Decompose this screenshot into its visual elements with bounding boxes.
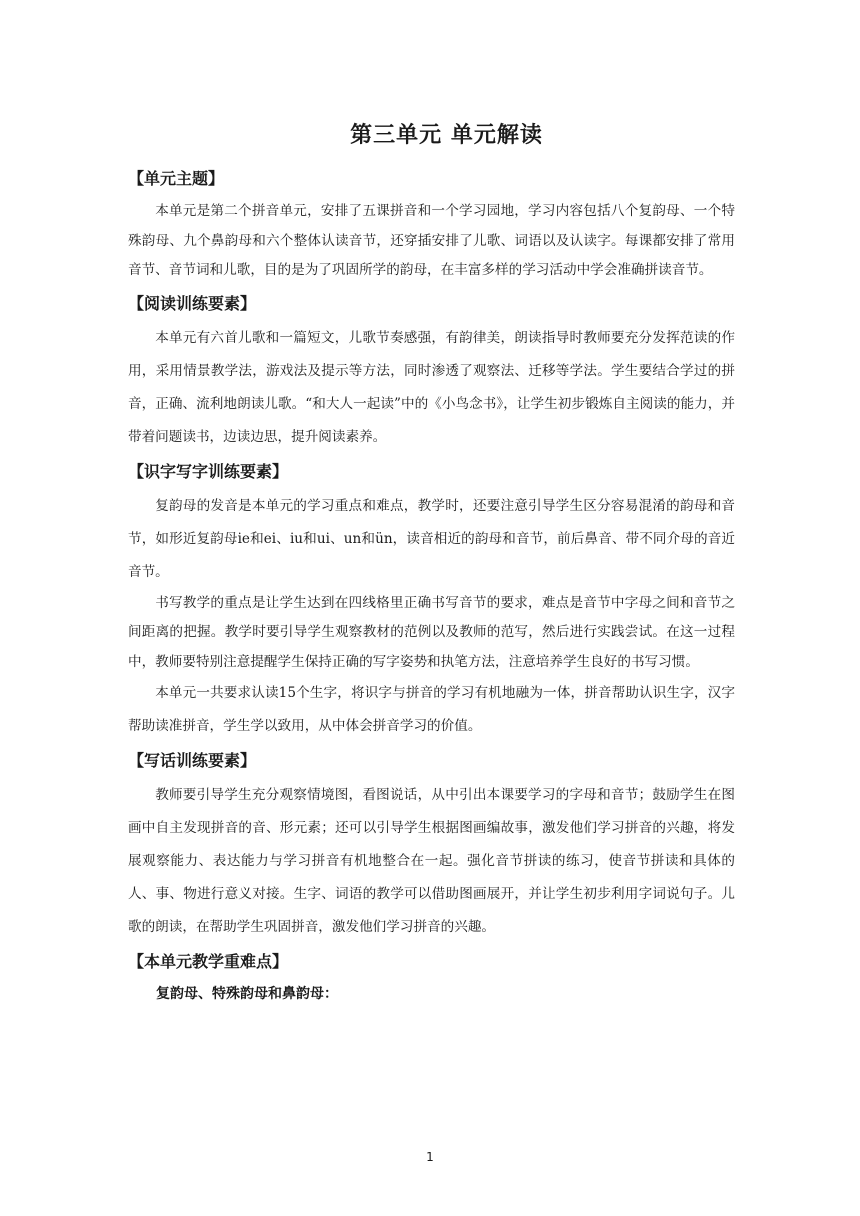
page-number: 1 (426, 1150, 434, 1164)
section-heading: 【写话训练要素】 (128, 751, 257, 770)
paragraph: 教师要引导学生充分观察情境图，看图说话，从中引出本课要学习的字母和音节；鼓励学生在图画中自主发现拼音的音、形元素；还可以引导学生根据图画编故事，激发他们学习拼音的兴趣，将发展观察能力、表达能力与学习拼音有机地整合在一起。强化音节拼读的练习，使音节拼读和具体的人、事、物进行意义对接。生字、词语的教学可以借助图画展开，并让学生初步利用字词说句子。儿歌的朗读，在帮助学生巩固拼音，激发他们学习拼音的兴趣。 (128, 787, 735, 935)
section-literacy (128, 460, 735, 744)
section-heading: 【阅读训练要素】 (128, 293, 257, 313)
section-reading (128, 292, 735, 454)
section-theme (128, 167, 735, 286)
paragraph: 书写教学的重点是让学生达到在四线格里正确书写音节的要求，难点是音节中字母之间和音节之间距离的把握。教学时要引导学生观察教材的范例以及教师的范写，然后进行实践尝试。在这一过程中，教师要特别注意提醒学生保持正确的写字姿势和执笔方法，注意培养学生良好的书写习惯。 (128, 594, 735, 670)
paragraph: 本单元一共要求认读15个生字，将识字与拼音的学习有机地融为一体，拼音帮助认识生字，汉字帮助读准拼音，学生学以致用，从中体会拼音学习的价值。 (128, 685, 735, 734)
document-title: 第三单元 单元解读 (350, 123, 543, 148)
paragraph: 本单元是第二个拼音单元，安排了五课拼音和一个学习园地，学习内容包括八个复韵母、一个特殊韵母、九个鼻韵母和六个整体认读音节，还穿插安排了儿歌、词语以及认读字。每课都安排了常用音节、音节词和儿歌，目的是为了巩固所学的韵母，在丰富多样的学习活动中学会准确拼读音节。 (128, 203, 735, 278)
subheading: 复韵母、特殊韵母和鼻韵母： (156, 986, 338, 1002)
section-heading: 【本单元教学重难点】 (128, 952, 289, 971)
paragraph: 复韵母的发音是本单元的学习重点和难点，教学时，还要注意引导学生区分容易混淆的韵母和音节，如形近复韵母ie和ei、iu和ui、un和ün，读音相近的韵母和音节，前后鼻音、带不同介母的音近音节。 (128, 497, 735, 580)
section-heading: 【识字写字训练要素】 (128, 461, 289, 481)
paragraph: 本单元有六首儿歌和一篇短文，儿歌节奏感强，有韵律美，朗读指导时教师要充分发挥范读的作用，采用情景教学法，游戏法及提示等方法，同时渗透了观察法、迁移等学法。学生要结合学过的拼音，正确、流利地朗读儿歌。“和大人一起读”中的《小鸟念书》，让学生初步锻炼自主阅读的能力，并带着问题读书，边读边思，提升阅读素养。 (128, 329, 735, 445)
section-key-points (128, 950, 735, 1008)
section-writing (128, 749, 735, 944)
section-heading: 【单元主题】 (128, 169, 225, 188)
